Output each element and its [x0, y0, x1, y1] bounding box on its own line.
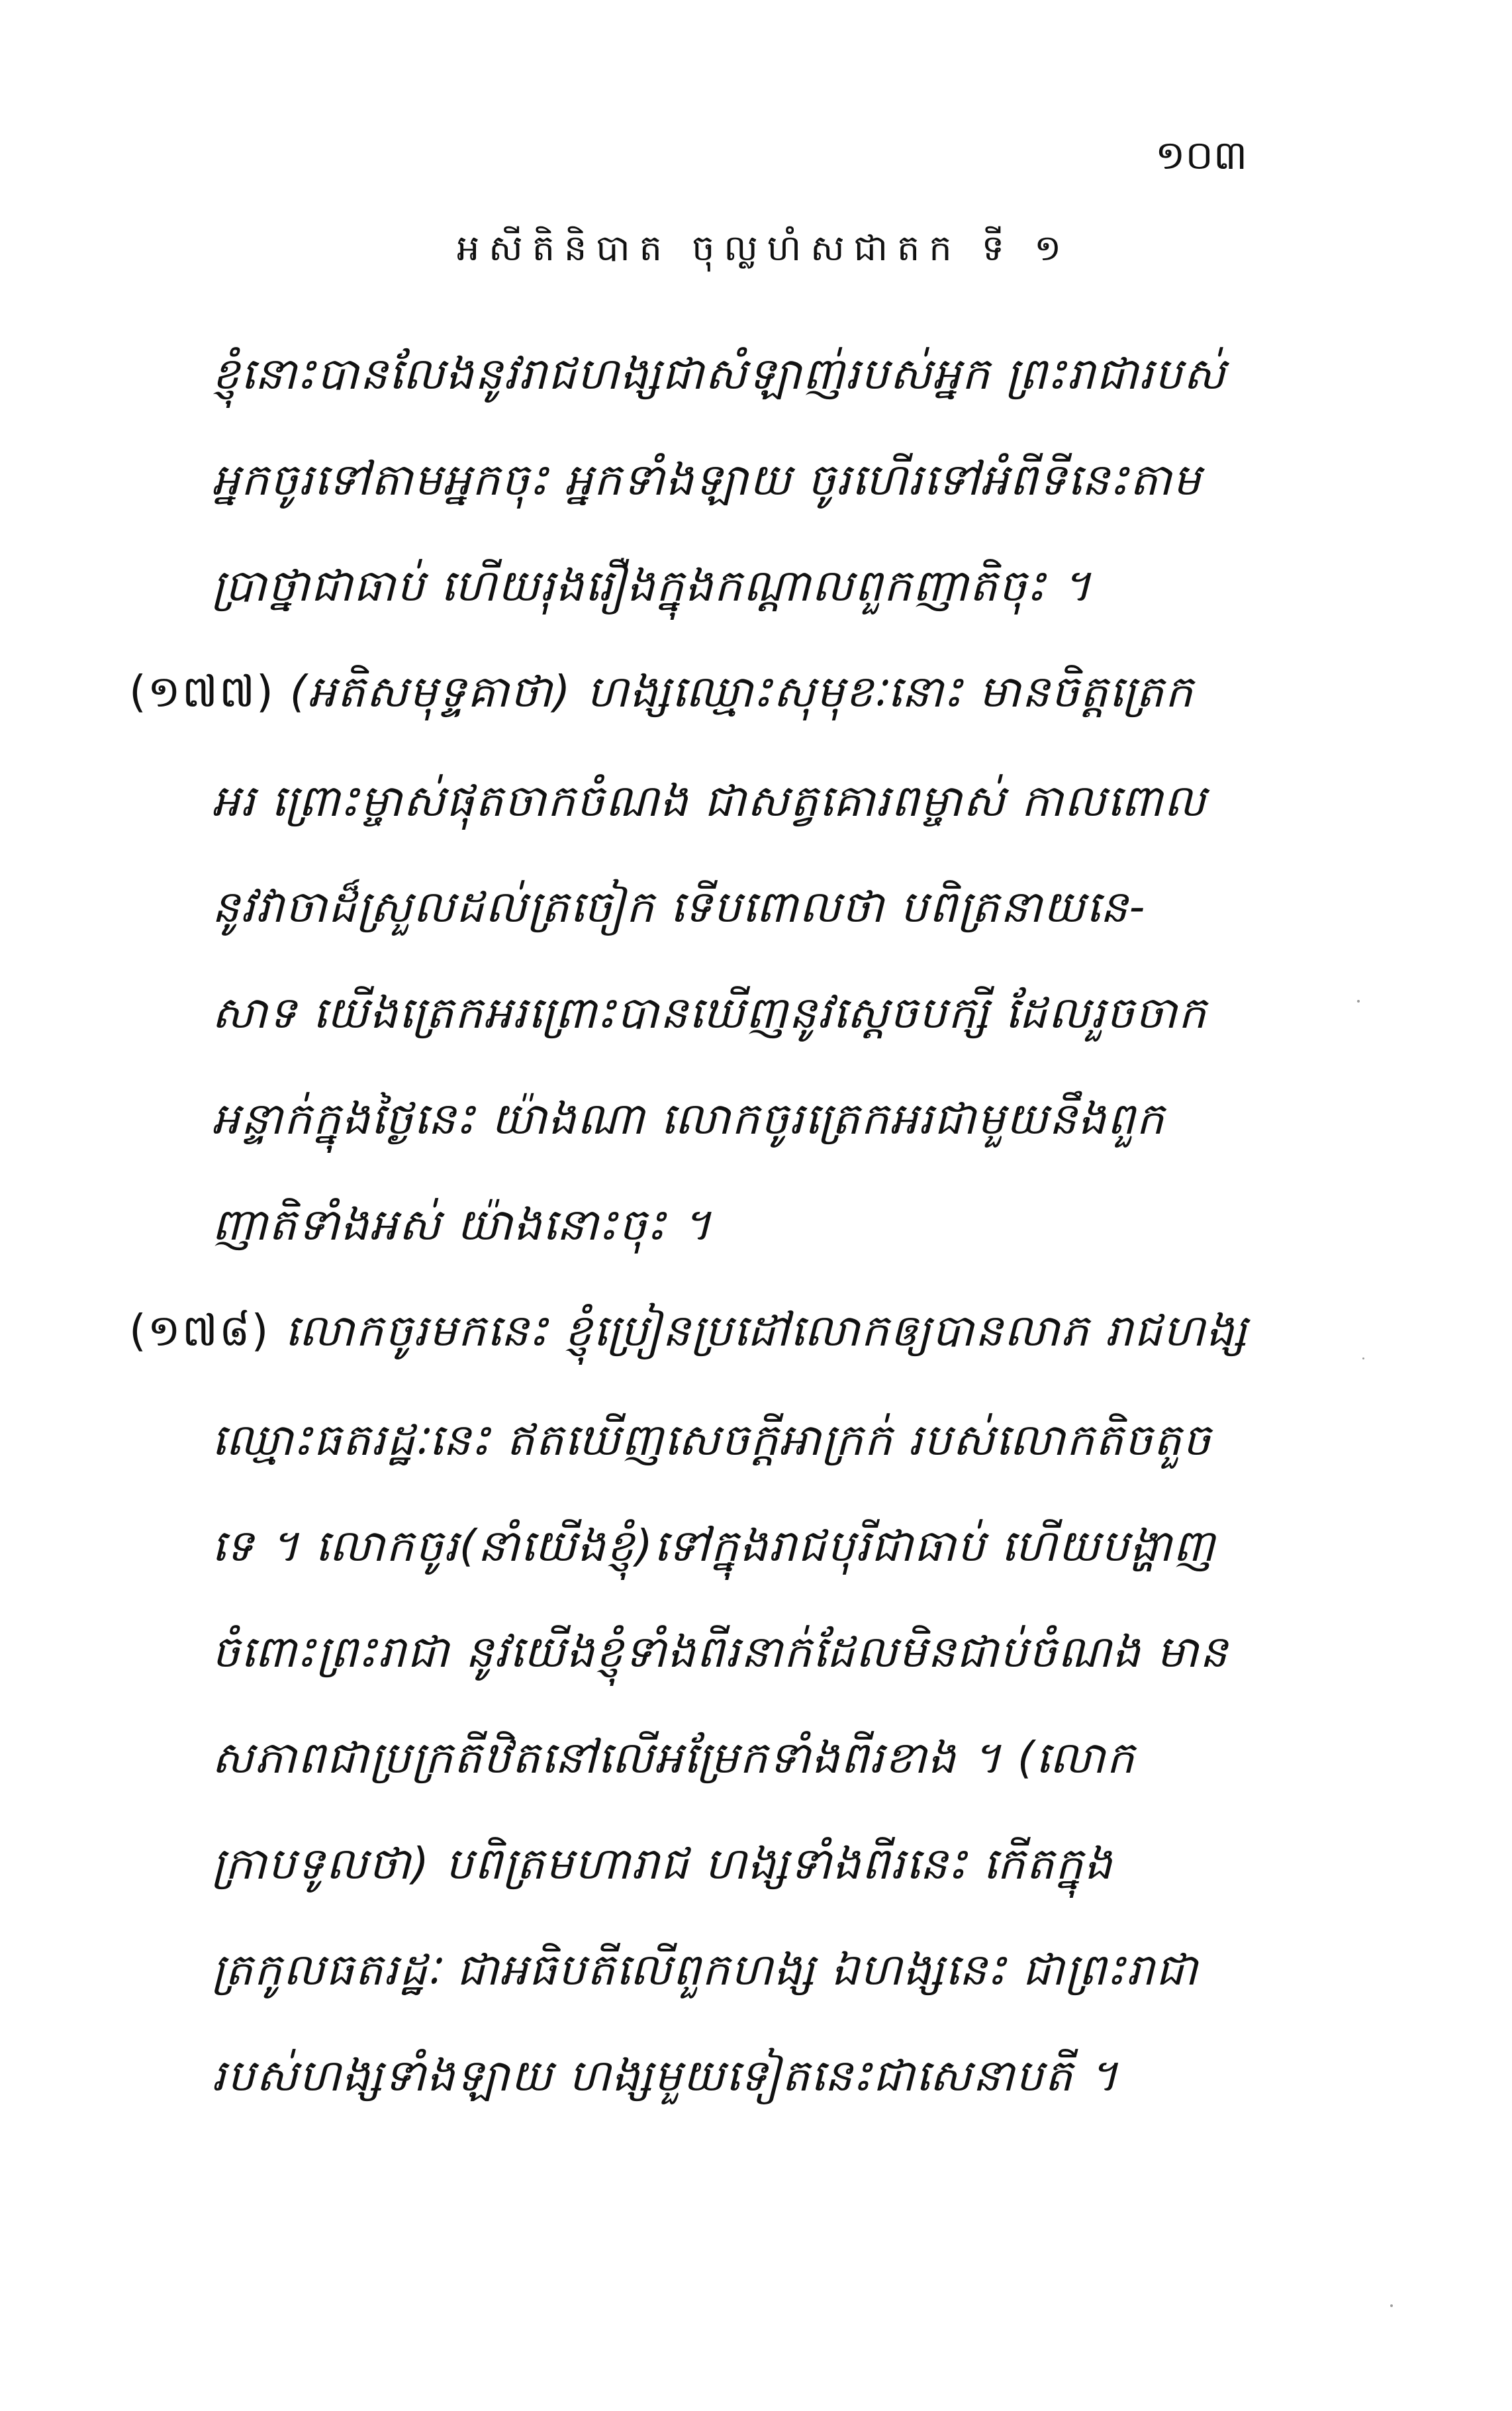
body-line: ត្រកូលធតរដ្ឋៈ ជាអធិបតីលើពួកហង្ស ឯហង្សនេះ ជាព្រះរាជា [212, 1944, 1199, 1995]
verse-line [129, 642, 1284, 742]
body-line: ចំពោះព្រះរាជា នូវយើងខ្ញុំទាំងពីរនាក់ដែលមិនជាប់ចំណង មាន [212, 1626, 1229, 1677]
body-line: របស់ហង្សទាំងឡាយ ហង្សមួយទៀតនេះជាសេនាបតី ។ [212, 2050, 1119, 2101]
body-line: ប្រាថ្នាជាធាប់ ហើយរុងរឿងក្នុងកណ្តាលពួកញាតិចុះ ។ [212, 560, 1092, 611]
body-line: ទេ ។ លោកចូរ(នាំយើងខ្ញុំ)ទៅក្នុងរាជបុរីជាធាប់ ហើយបង្ហាញ [212, 1520, 1216, 1571]
verse-number: (១៧៧) [129, 666, 275, 717]
body-line: នូវវាចាដ៏ស្រួលដល់ត្រចៀក ទើបពោលថា បពិត្រនាយនេ- [212, 881, 1147, 932]
scan-speck [1390, 2304, 1393, 2307]
scan-speck [1357, 1000, 1360, 1003]
verse-line [129, 1281, 1284, 1381]
body-line: សភាពជាប្រក្រតីឋិតនៅលើអម្រែកទាំងពីរខាង ។ (លោក [212, 1732, 1136, 1783]
verse-text: លោកចូរមកនេះ ខ្ញុំប្រៀនប្រដៅលោកឲ្យបានលាភ រាជហង្ស [285, 1305, 1249, 1356]
running-header: អសីតិនិបាត ចុល្លហំសជាតក ទី ១ [457, 227, 1071, 269]
page-number: ១០៣ [1155, 132, 1248, 179]
scan-speck [1362, 1357, 1364, 1359]
verse-text: (អតិសមុទ្ទគាថា) ហង្សឈ្មោះសុមុខៈនោះ មានចិត្តត្រេក [289, 666, 1194, 717]
verse-number: (១៧៨) [129, 1305, 270, 1356]
body-line: ក្រាបទូលថា) បពិត្រមហារាជ ហង្សទាំងពីរនេះ កើតក្នុង [212, 1838, 1113, 1889]
body-line: ឈ្មោះធតរដ្ឋៈនេះ ឥតឃើញសេចក្តីអាក្រក់ របស់លោកតិចតួច [212, 1414, 1212, 1465]
body-line: សាទ យើងត្រេកអរព្រោះបានឃើញនូវស្តេចបក្សី ដែលរួចចាក [212, 987, 1207, 1038]
body-line: ខ្ញុំនោះបានលែងនូវរាជហង្សជាសំឡាញ់របស់អ្នក ព្រះរាជារបស់ [212, 348, 1227, 399]
body-line: អរ ព្រោះម្ចាស់ផុតចាកចំណង ជាសត្វគោរពម្ចាស់ កាលពោល [212, 775, 1207, 826]
body-line: ញាតិទាំងអស់ យ៉ាងនោះចុះ ។ [212, 1199, 712, 1250]
body-line: អ្នកចូរទៅតាមអ្នកចុះ អ្នកទាំងឡាយ ចូរហើរទៅអំពីទីនេះតាម [212, 454, 1202, 505]
body-line: អន្ទាក់ក្នុងថ្ងៃនេះ យ៉ាងណា លោកចូរត្រេកអរជាមួយនឹងពួក [212, 1093, 1166, 1144]
